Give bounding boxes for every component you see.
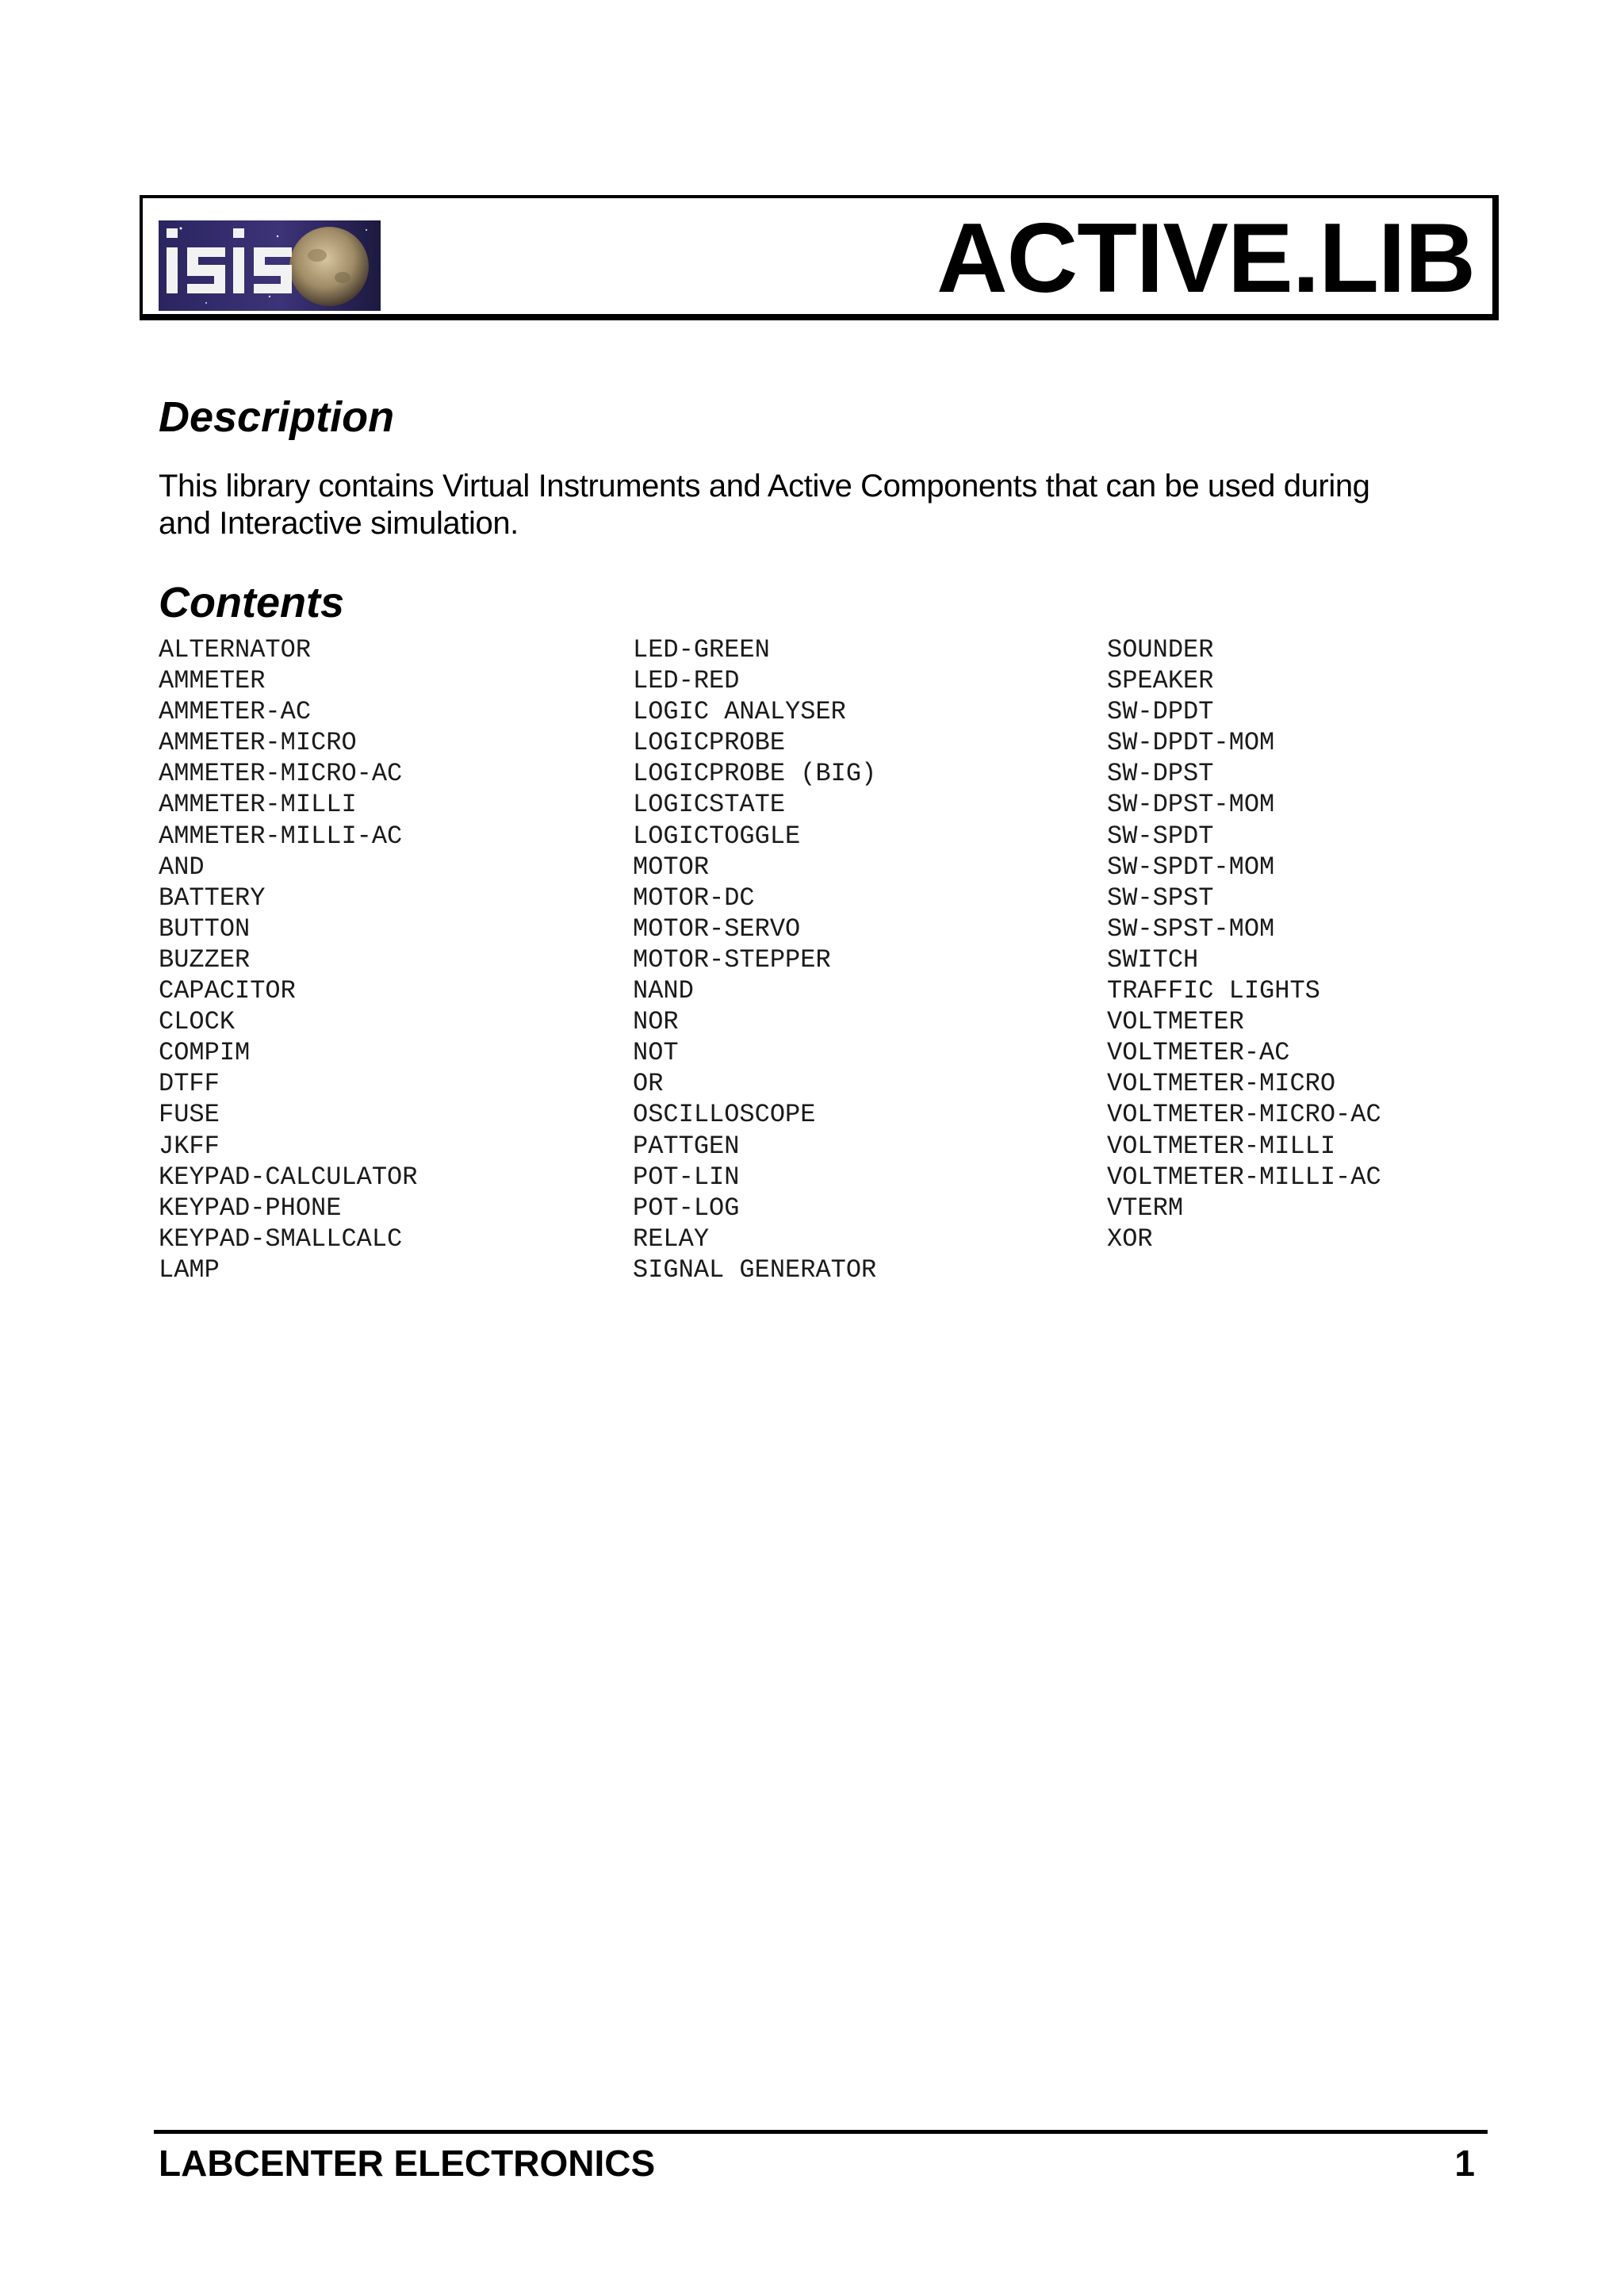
component-list-item: SW-DPST-MOM [1107,790,1275,820]
isis-logo [159,220,381,311]
component-list-item: FUSE [159,1100,220,1130]
component-list-item: SPEAKER [1107,666,1214,696]
component-list-item: AMMETER [159,666,266,696]
component-list-item: SW-DPDT-MOM [1107,728,1275,758]
component-list-item: KEYPAD-CALCULATOR [159,1162,418,1192]
component-list-item: MOTOR [633,852,710,882]
component-list-item: LOGICTOGGLE [633,821,801,851]
component-list-item: SOUNDER [1107,635,1214,664]
component-list-item: VOLTMETER-MICRO-AC [1107,1100,1381,1130]
component-list-item: VOLTMETER-MILLI-AC [1107,1162,1381,1192]
component-list-item: VTERM [1107,1193,1184,1223]
description-heading: Description [159,393,395,441]
component-list-item: AND [159,852,205,882]
component-list-item: AMMETER-MICRO [159,728,357,758]
component-list-item: LOGICSTATE [633,790,786,820]
component-list-item: NAND [633,976,694,1006]
component-list-item: COMPIM [159,1038,251,1068]
component-list-item: VOLTMETER-AC [1107,1038,1290,1068]
component-list-item: MOTOR-DC [633,883,755,913]
component-list-item: LOGICPROBE [633,728,786,758]
component-list-item: POT-LIN [633,1162,740,1192]
footer-company: LABCENTER ELECTRONICS [159,2143,656,2184]
component-list-item: VOLTMETER-MILLI [1107,1131,1336,1161]
component-list-item: SW-SPDT [1107,821,1214,851]
component-list-item: AMMETER-MICRO-AC [159,759,403,789]
component-list-item: AMMETER-AC [159,697,312,727]
component-list-item: KEYPAD-PHONE [159,1193,342,1223]
document-title: ACTIVE.LIB [936,204,1475,313]
component-list-item: LOGICPROBE (BIG) [633,759,877,789]
component-list-item: XOR [1107,1224,1153,1254]
contents-heading: Contents [159,579,344,626]
component-list-item: LED-GREEN [633,635,770,664]
component-list-item: BUZZER [159,944,251,975]
contents-column-1 [159,634,417,1285]
component-list-item: OSCILLOSCOPE [633,1100,816,1130]
component-list-item: LAMP [159,1254,220,1285]
component-list-item: VOLTMETER-MICRO [1107,1069,1336,1099]
component-list-item: NOR [633,1007,679,1037]
component-list-item: SW-DPDT [1107,697,1214,727]
component-list-item: SW-SPST [1107,883,1214,913]
description-text: This library contains Virtual Instruments and Active Components that can be used during and Interactive simulation. [159,469,1370,541]
component-list-item: BATTERY [159,883,266,913]
component-list-item: PATTGEN [633,1131,740,1161]
component-list-item: AMMETER-MILLI-AC [159,821,403,851]
component-list-item: BUTTON [159,913,251,944]
component-list-item: SW-SPDT-MOM [1107,852,1275,882]
component-list-item: CLOCK [159,1007,236,1037]
component-list-item: JKFF [159,1131,220,1161]
component-list-item: OR [633,1069,664,1099]
component-list-item: SW-SPST-MOM [1107,913,1275,944]
component-list-item: SIGNAL GENERATOR [633,1254,877,1285]
component-list-item: MOTOR-STEPPER [633,944,831,975]
footer-divider [154,2130,1488,2134]
component-list-item: SWITCH [1107,944,1199,975]
component-list-item: DTFF [159,1069,220,1099]
component-list-item: KEYPAD-SMALLCALC [159,1224,403,1254]
component-list-item: AMMETER-MILLI [159,790,357,820]
component-list-item: MOTOR-SERVO [633,913,801,944]
component-list-item: LED-RED [633,666,740,696]
component-list-item: ALTERNATOR [159,635,312,664]
component-list-item: TRAFFIC LIGHTS [1107,976,1320,1006]
component-list-item: SW-DPST [1107,759,1214,789]
component-list-item: CAPACITOR [159,976,296,1006]
component-list-item: RELAY [633,1224,710,1254]
contents-column-3 [1107,634,1381,1254]
component-list-item: VOLTMETER [1107,1007,1244,1037]
component-list-item: NOT [633,1038,679,1068]
page-number: 1 [1454,2143,1475,2184]
contents-column-2 [633,634,876,1285]
component-list-item: POT-LOG [633,1193,740,1223]
component-list-item: LOGIC ANALYSER [633,697,846,727]
